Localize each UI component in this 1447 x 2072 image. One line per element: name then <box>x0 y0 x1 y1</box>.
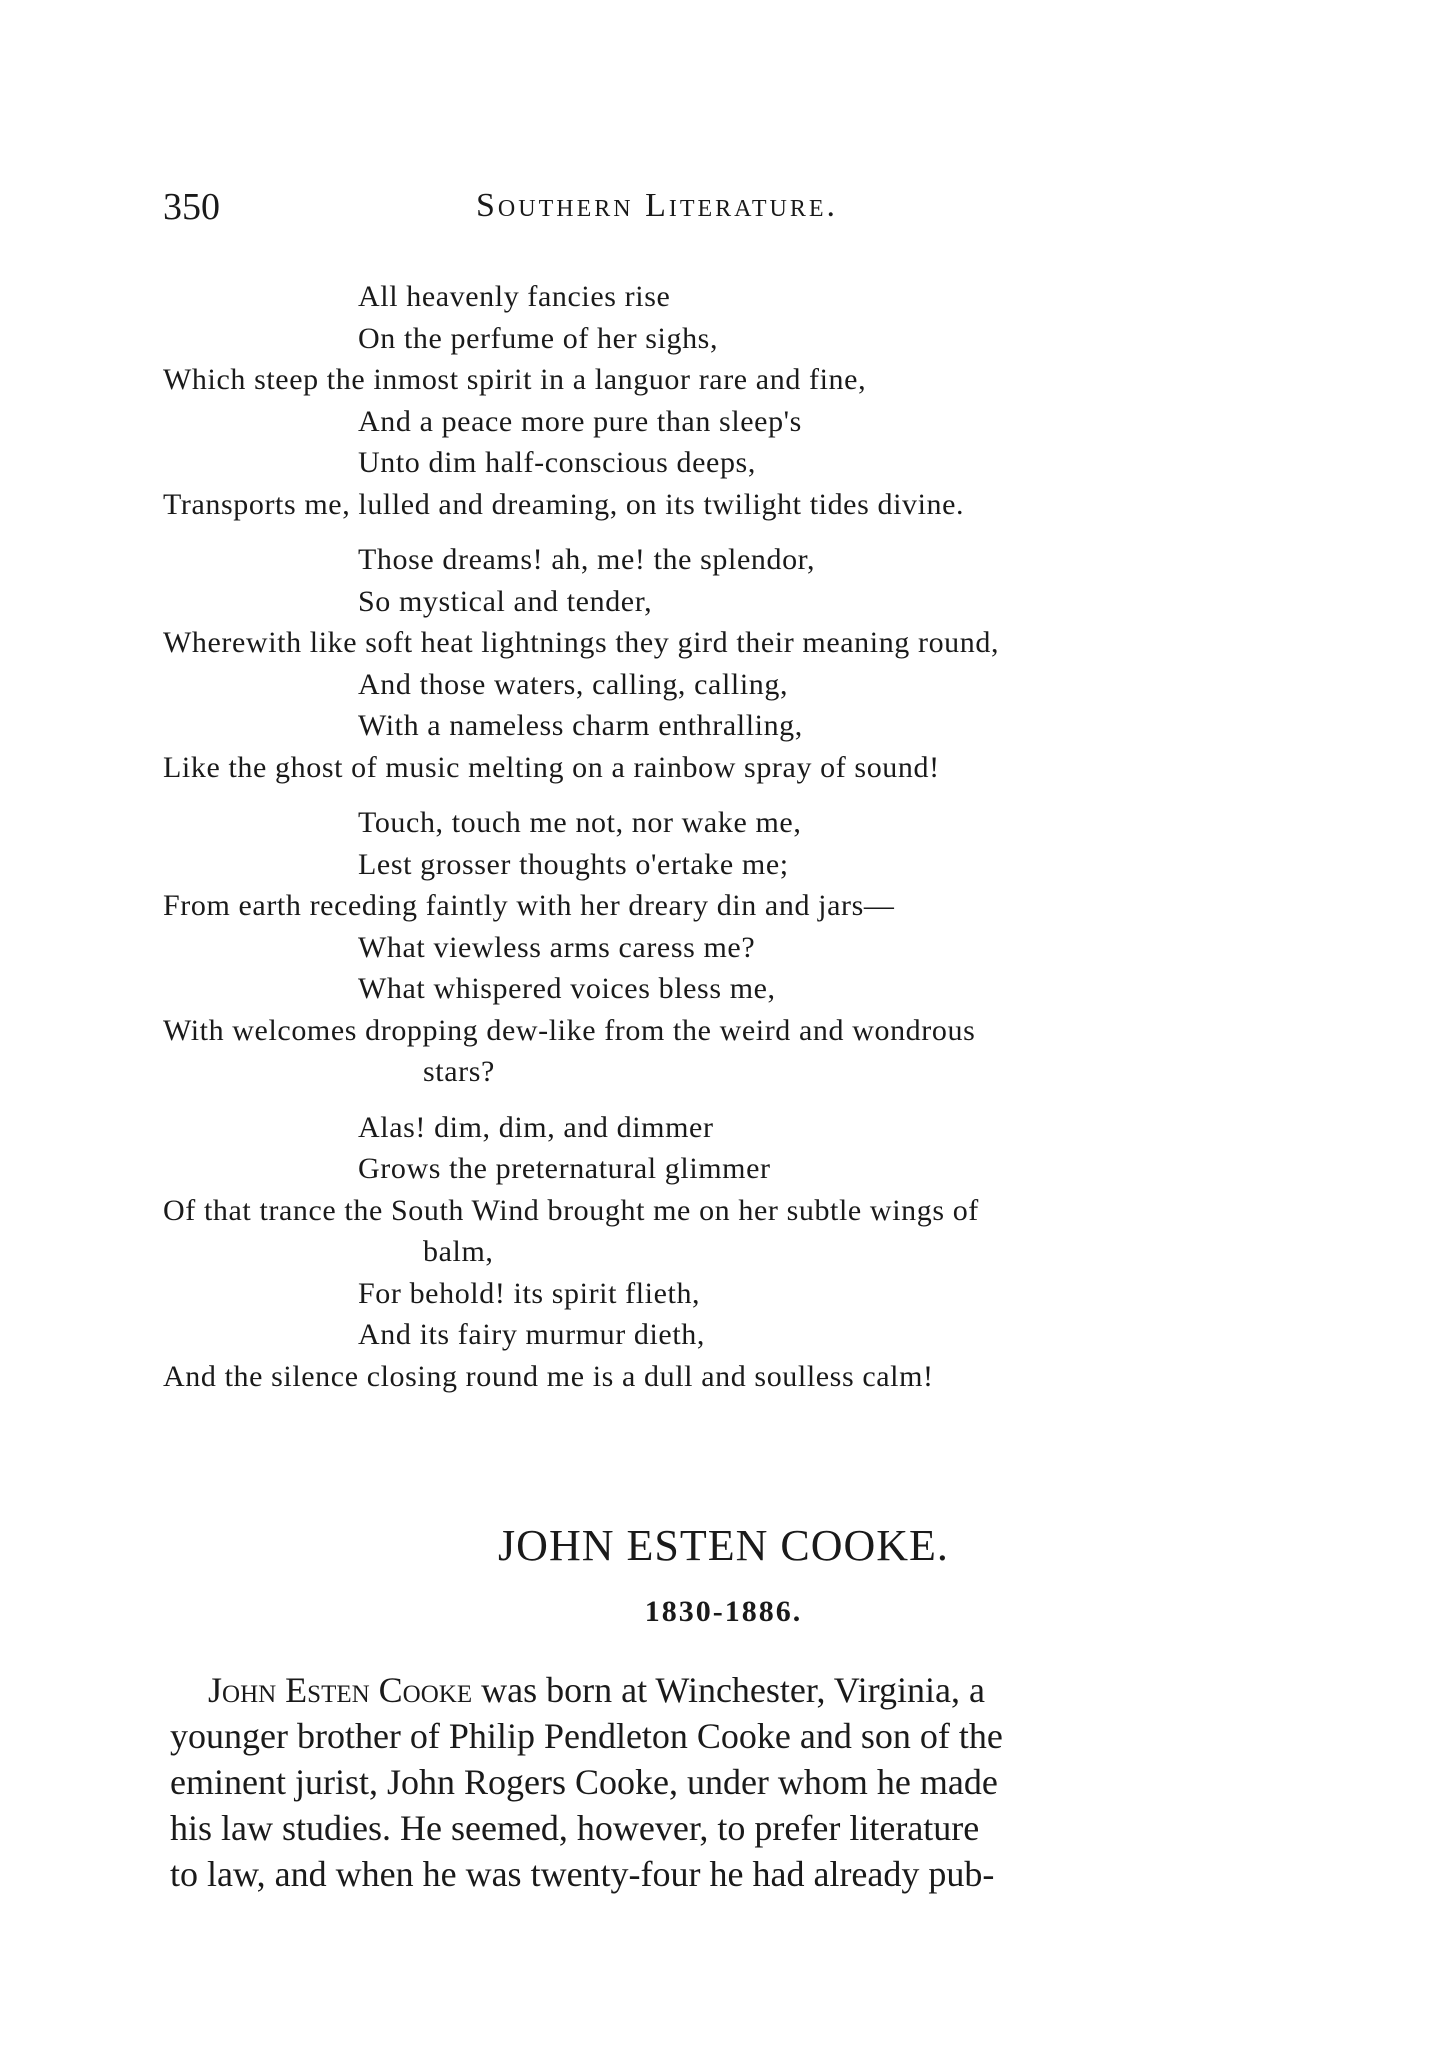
poem-stanza-2 <box>163 539 1263 788</box>
poem-line: For behold! its spirit flieth, <box>358 1276 701 1310</box>
poem-line: Wherewith like soft heat lightnings they gird their meaning round, <box>163 626 1000 659</box>
poem-line: And those waters, calling, calling, <box>358 667 789 701</box>
poem-line: And a peace more pure than sleep's <box>358 404 802 438</box>
poem-line: From earth receding faintly with her dreary din and jars— <box>163 889 895 922</box>
poem-line: All heavenly fancies rise <box>358 280 671 313</box>
poem-line: On the perfume of her sighs, <box>358 321 719 355</box>
prose-line-text <box>208 1667 985 1713</box>
poem-line: stars? <box>423 1055 495 1088</box>
biography-paragraph <box>170 1667 1260 1897</box>
poem-line: What whispered voices bless me, <box>358 972 776 1005</box>
poem-stanza-4 <box>163 1107 1263 1398</box>
poem-line: Touch, touch me not, nor wake me, <box>358 806 802 839</box>
lead-name: John Esten Cooke <box>208 1670 473 1710</box>
section-heading: JOHN ESTEN COOKE. <box>498 1521 949 1570</box>
poem-line: Lest grosser thoughts o'ertake me; <box>358 847 789 881</box>
poem-stanza-1 <box>163 276 1263 525</box>
poem-line: Those dreams! ah, me! the splendor, <box>358 543 816 576</box>
poem-line: Transports me, lulled and dreaming, on its twilight tides divine. <box>163 487 965 521</box>
poem-line: And its fairy murmur dieth, <box>358 1318 705 1351</box>
poem-line: With welcomes dropping dew-like from the weird and wondrous <box>163 1013 976 1047</box>
poem-line: Like the ghost of music melting on a rainbow spray of sound! <box>163 750 940 784</box>
poem-line: And the silence closing round me is a dull and soulless calm! <box>163 1359 934 1393</box>
poem-line: Which steep the inmost spirit in a languor rare and fine, <box>163 363 867 396</box>
prose-line-rest: was born at Winchester, Virginia, a <box>481 1670 985 1710</box>
section-dates: 1830-1886. <box>644 1595 803 1628</box>
poem-line: With a nameless charm enthralling, <box>358 709 803 742</box>
poem-line: Of that trance the South Wind brought me on her subtle wings of <box>163 1193 979 1227</box>
poem <box>163 276 1263 1411</box>
running-title: Southern Literature. <box>476 187 838 224</box>
page-number: 350 <box>163 186 220 228</box>
poem-line: So mystical and tender, <box>358 584 653 618</box>
poem-line: balm, <box>423 1235 494 1268</box>
page-header <box>163 185 1263 235</box>
poem-line: Alas! dim, dim, and dimmer <box>358 1110 714 1144</box>
prose-line: eminent jurist, John Rogers Cooke, under whom he made <box>170 1762 998 1802</box>
prose-line: his law studies. He seemed, however, to prefer literature <box>170 1808 980 1848</box>
poem-stanza-3 <box>163 802 1263 1093</box>
prose-line: to law, and when he was twenty-four he had already pub- <box>170 1854 995 1894</box>
poem-line: Grows the preternatural glimmer <box>358 1152 771 1185</box>
poem-line: What viewless arms caress me? <box>358 930 756 964</box>
prose-line: younger brother of Philip Pendleton Cooke and son of the <box>170 1716 1003 1756</box>
poem-line: Unto dim half-conscious deeps, <box>358 446 756 479</box>
prose-line <box>170 1667 1260 1713</box>
